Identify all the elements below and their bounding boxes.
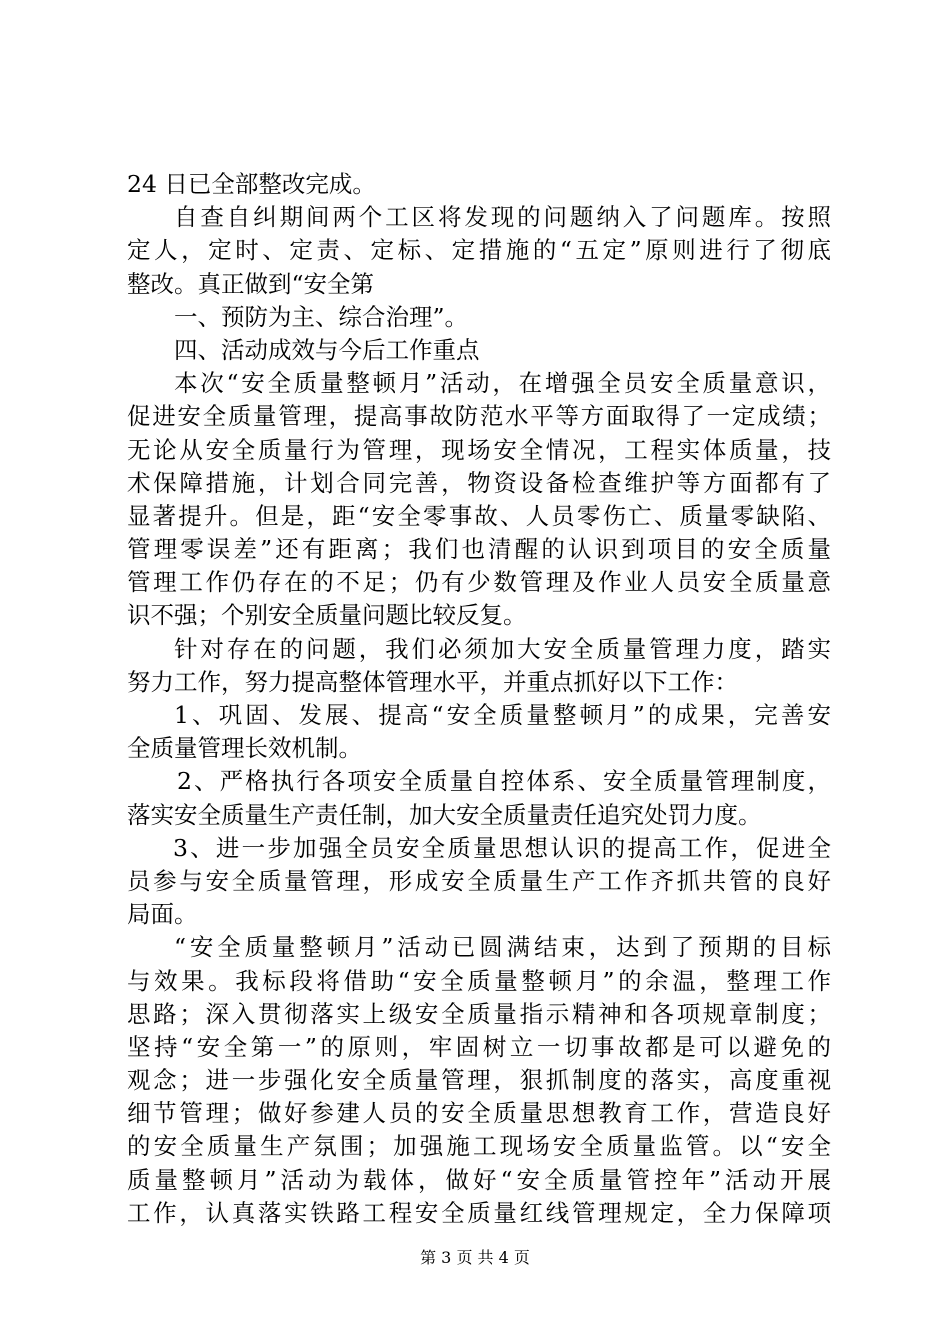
text-line: 坚持“安全第一”的原则，牢固树立一切事故都是可以避免的 — [127, 1032, 831, 1061]
text-line: 术保障措施，计划合同完善，物资设备检查维护等方面都有了 — [127, 468, 831, 497]
text-line: 努力工作，努力提高整体管理水平，并重点抓好以下工作： — [127, 667, 738, 696]
text-line: “安全质量整顿月”活动已圆满结束，达到了预期的目标 — [174, 933, 831, 962]
text-line: 观念；进一步强化安全质量管理，狠抓制度的落实，高度重视 — [127, 1066, 831, 1095]
document-body — [127, 168, 831, 1230]
text-line: 自查自纠期间两个工区将发现的问题纳入了问题库。按照 — [174, 203, 831, 232]
text-line: 质量整顿月”活动为载体，做好“安全质量管控年”活动开展 — [127, 1165, 831, 1194]
text-line: 定人，定时、定责、定标、定措施的“五定”原则进行了彻底 — [127, 236, 831, 265]
text-line: 管理零误差”还有距离；我们也清醒的认识到项目的安全质量 — [127, 535, 831, 564]
text-line: 3、进一步加强全员安全质量思想认识的提高工作，促进全 — [173, 833, 831, 862]
text-line: 一、预防为主、综合治理”。 — [174, 302, 469, 331]
text-line: 局面。 — [127, 900, 198, 929]
text-line: 整改。真正做到“安全第 — [127, 269, 375, 298]
text-line: 2、严格执行各项安全质量自控体系、安全质量管理制度， — [177, 767, 831, 796]
text-line: 的安全质量生产氛围；加强施工现场安全质量监管。以“安全 — [127, 1132, 831, 1161]
text-line: 工作，认真落实铁路工程安全质量红线管理规定，全力保障项 — [127, 1198, 831, 1227]
text-line: 促进安全质量管理，提高事故防范水平等方面取得了一定成绩； — [127, 402, 831, 431]
page-footer: 第 3 页 共 4 页 — [420, 1248, 530, 1267]
text-line: 24 日已全部整改完成。 — [127, 170, 376, 198]
text-line: 落实安全质量生产责任制，加大安全质量责任追究处罚力度。 — [127, 800, 762, 829]
text-line: 管理工作仍存在的不足；仍有少数管理及作业人员安全质量意 — [127, 568, 831, 597]
text-line: 员参与安全质量管理，形成安全质量生产工作齐抓共管的良好 — [127, 866, 831, 895]
text-line: 1、巩固、发展、提高“安全质量整顿月”的成果，完善安 — [174, 701, 831, 729]
text-line: 本次“安全质量整顿月”活动，在增强全员安全质量意识， — [174, 369, 831, 398]
text-line: 无论从安全质量行为管理，现场安全情况，工程实体质量，技 — [127, 435, 831, 464]
text-line: 与效果。我标段将借助“安全质量整顿月”的余温，整理工作 — [127, 966, 831, 995]
text-line: 显著提升。但是，距“安全零事故、人员零伤亡、质量零缺陷、 — [127, 501, 831, 530]
text-line: 识不强；个别安全质量问题比较反复。 — [127, 601, 527, 630]
text-line: 针对存在的问题，我们必须加大安全质量管理力度，踏实 — [174, 634, 831, 663]
text-line: 全质量管理长效机制。 — [127, 734, 362, 763]
text-line: 思路；深入贯彻落实上级安全质量指示精神和各项规章制度； — [127, 999, 831, 1028]
text-line: 细节管理；做好参建人员的安全质量思想教育工作，营造良好 — [127, 1099, 831, 1128]
text-line: 四、活动成效与今后工作重点 — [174, 335, 480, 364]
